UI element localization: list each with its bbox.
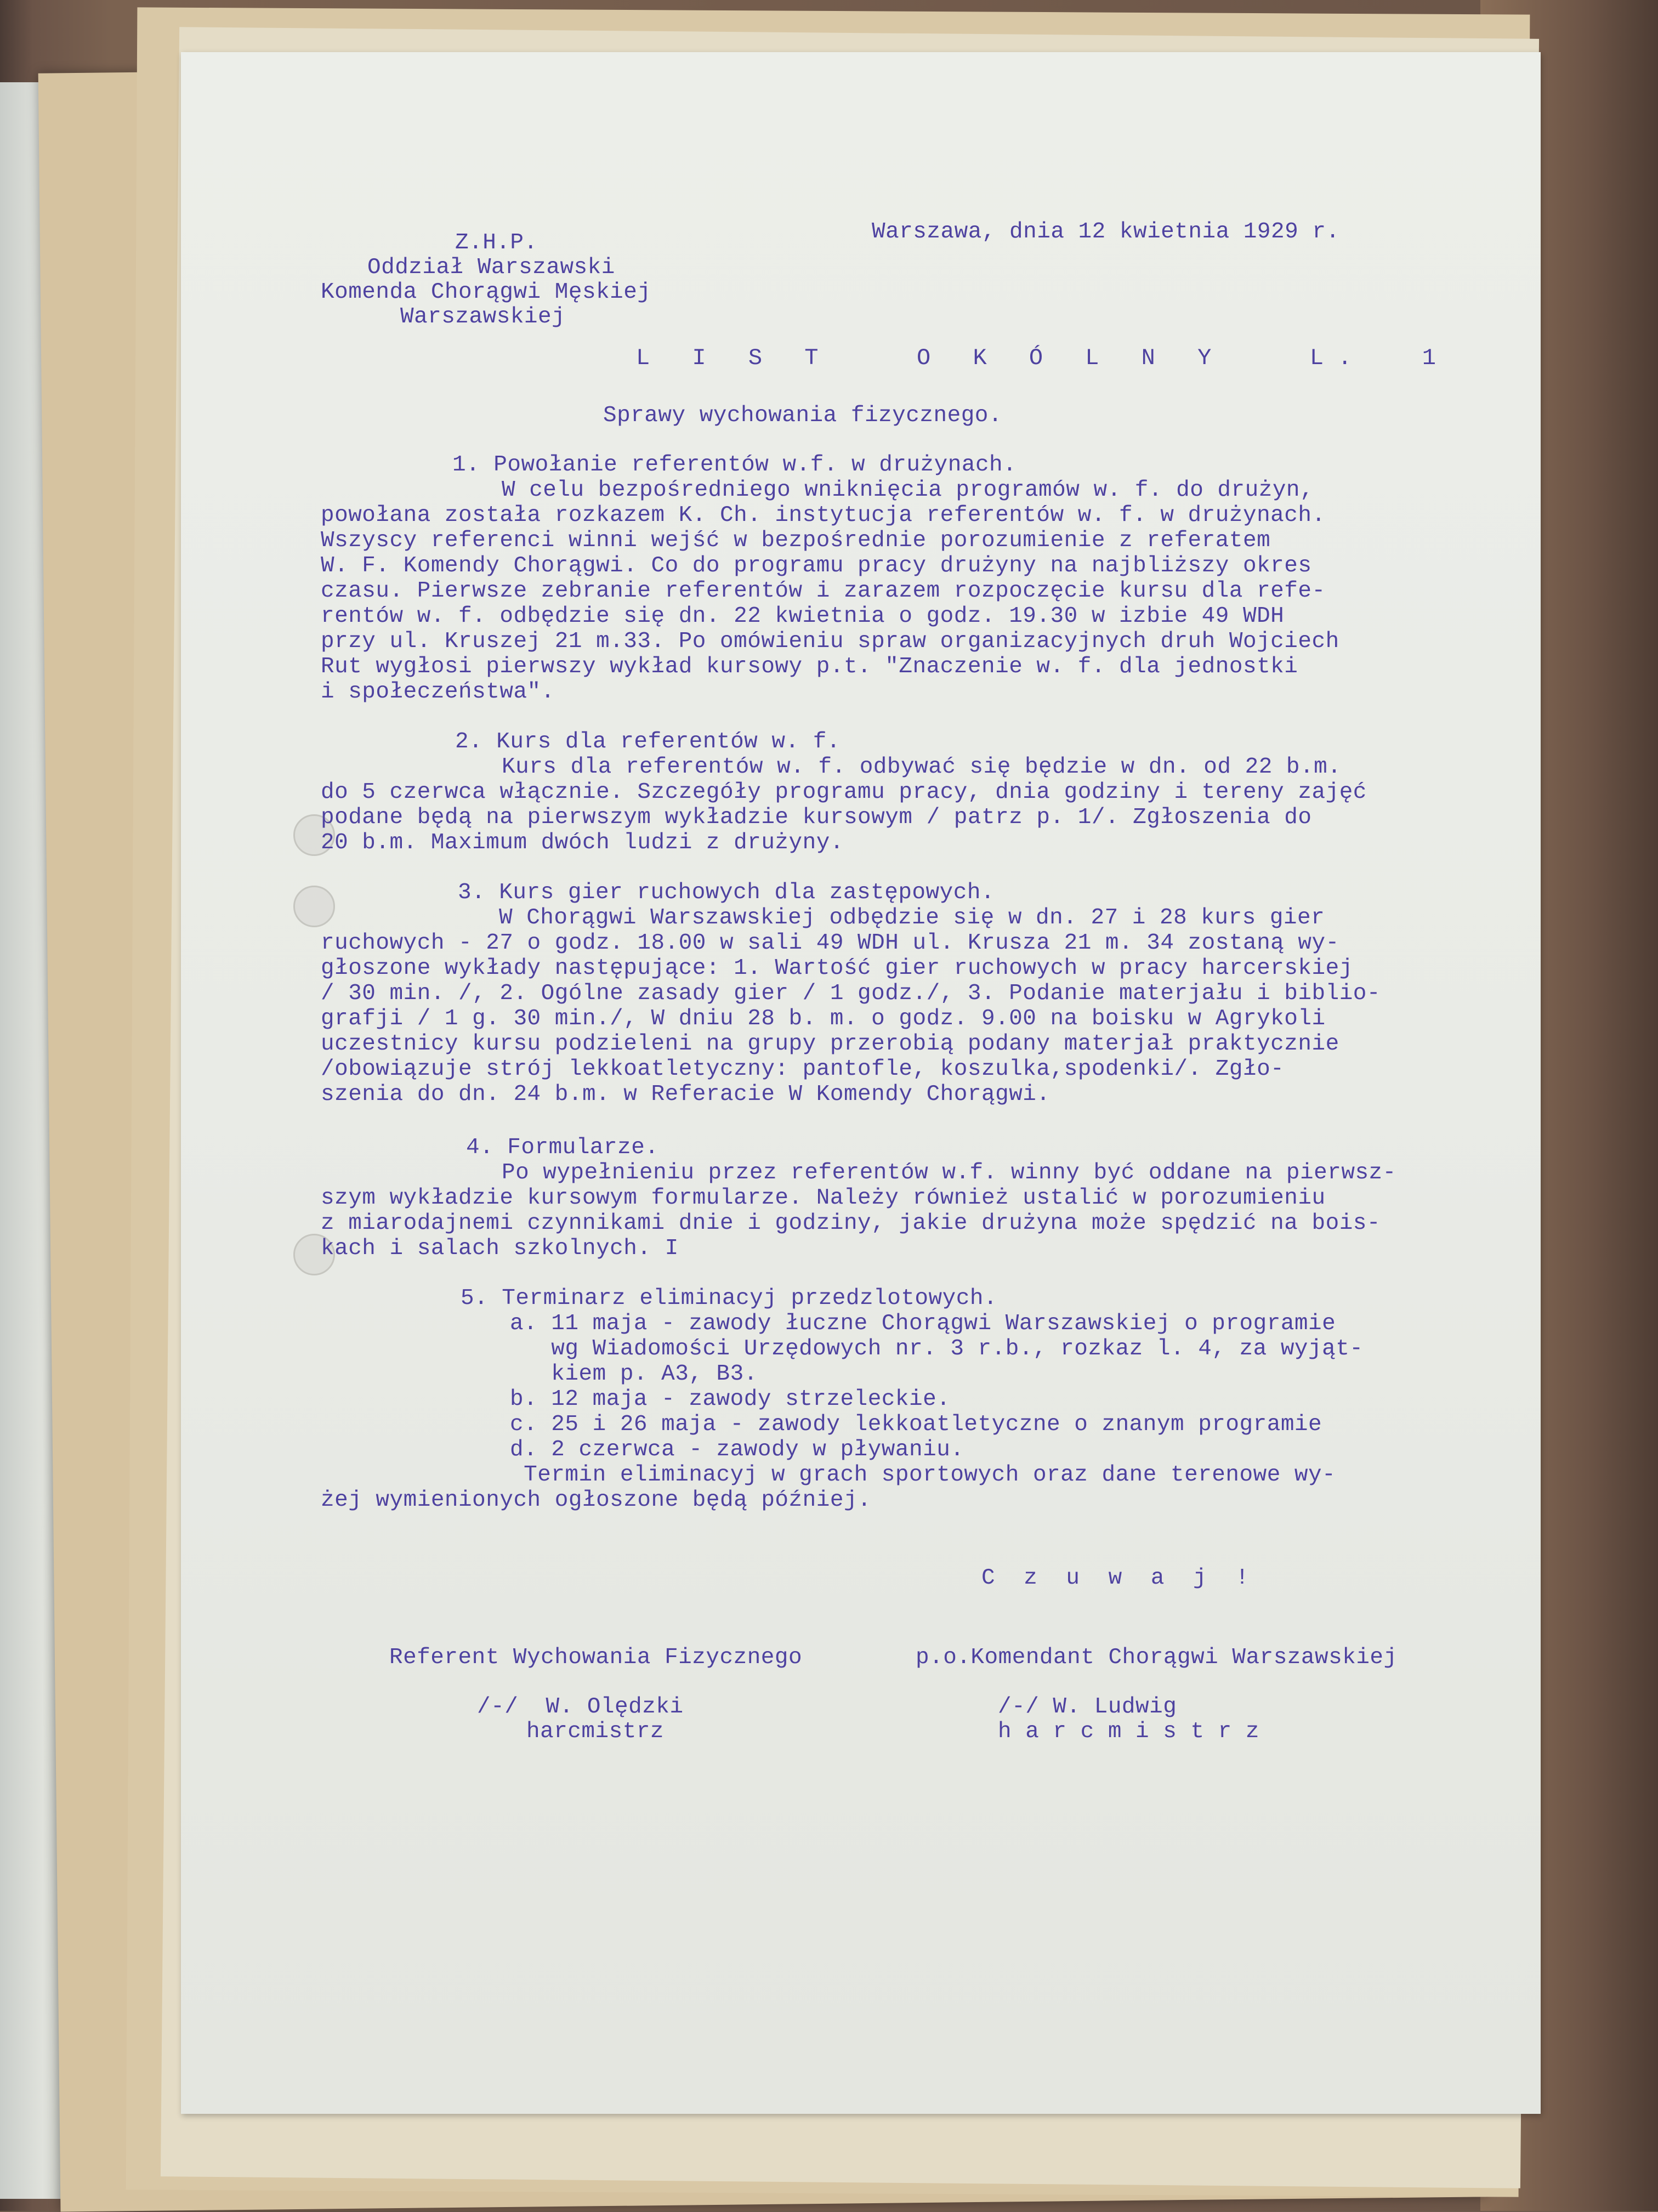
section-1-heading: 1. Powołanie referentów w.f. w drużynach. <box>452 452 1017 478</box>
section-5-line: a. 11 maja - zawody łuczne Chorągwi Warszawskiej o programie <box>510 1311 1336 1336</box>
section-4-line: szym wykładzie kursowym formularze. Należy również ustalić w porozumieniu <box>321 1186 1326 1211</box>
document-title: L I S T O K Ó L N Y L. 1 <box>636 345 1450 371</box>
header-city: Warszawskiej <box>400 304 566 330</box>
section-1-line: i społeczeństwa". <box>321 679 555 705</box>
section-3-line: /obowiązuje strój lekkoatletyczny: pantofle, koszulka,spodenki/. Zgło- <box>321 1057 1285 1082</box>
section-5-line: b. 12 maja - zawody strzeleckie. <box>510 1387 951 1412</box>
section-4-line: Po wypełnieniu przez referentów w.f. winny być oddane na pierwsz- <box>502 1160 1396 1186</box>
section-1-line: W. F. Komendy Chorągwi. Co do programu pracy drużyny na najbliższy okres <box>321 553 1312 578</box>
section-5-line: c. 25 i 26 maja - zawody lekkoatletyczne o znanym programie <box>510 1412 1322 1437</box>
header-branch: Oddział Warszawski <box>367 255 615 280</box>
section-5-line: kiem p. A3, B3. <box>510 1362 758 1387</box>
typed-letter-page <box>181 52 1541 2114</box>
document-subtitle: Sprawy wychowania fizycznego. <box>603 403 1003 428</box>
section-1-line: czasu. Pierwsze zebranie referentów i zarazem rozpoczęcie kursu dla refe- <box>321 578 1326 604</box>
section-5-last-line: żej wymienionych ogłoszone będą później. <box>321 1488 872 1513</box>
closing-greeting: C z u w a j ! <box>981 1566 1257 1591</box>
section-2-line: Kurs dla referentów w. f. odbywać się będzie w dn. od 22 b.m. <box>502 755 1342 780</box>
section-2-heading: 2. Kurs dla referentów w. f. <box>455 729 841 755</box>
header-date: Warszawa, dnia 12 kwietnia 1929 r. <box>872 219 1340 245</box>
section-3-line: / 30 min. /, 2. Ogólne zasady gier / 1 godz./, 3. Podanie materjału i biblio- <box>321 981 1381 1006</box>
punch-hole <box>293 886 335 927</box>
section-3-line: uczestnicy kursu podzieleni na grupy przerobią podany materjał praktycznie <box>321 1031 1339 1057</box>
section-3-heading: 3. Kurs gier ruchowych dla zastępowych. <box>458 880 995 905</box>
section-5-heading: 5. Terminarz eliminacyj przedzlotowych. <box>461 1286 998 1311</box>
section-5-line: Termin eliminacyj w grach sportowych oraz dane terenowe wy- <box>510 1462 1336 1488</box>
section-3-line: ruchowych - 27 o godz. 18.00 w sali 49 WDH ul. Krusza 21 m. 34 zostaną wy- <box>321 931 1339 956</box>
header-org: Z.H.P. <box>455 230 538 256</box>
signature-right-rank: h a r c m i s t r z <box>998 1719 1259 1744</box>
section-3-line: szenia do dn. 24 b.m. w Referacie W Komendy Chorągwi. <box>321 1082 1051 1107</box>
section-5-line: d. 2 czerwca - zawody w pływaniu. <box>510 1437 964 1462</box>
section-1-line: przy ul. Kruszej 21 m.33. Po omówieniu spraw organizacyjnych druh Wojciech <box>321 629 1339 654</box>
section-2-line: 20 b.m. Maximum dwóch ludzi z drużyny. <box>321 830 844 855</box>
section-4-line: z miarodajnemi czynnikami dnie i godziny, jakie drużyna może spędzić na bois- <box>321 1211 1381 1236</box>
section-1-line: Rut wygłosi pierwszy wykład kursowy p.t. "Znaczenie w. f. dla jednostki <box>321 654 1298 679</box>
signature-right-name: /-/ W. Ludwig <box>998 1694 1177 1720</box>
section-4-line: kach i salach szkolnych. I <box>321 1236 679 1261</box>
header-command: Komenda Chorągwi Męskiej <box>321 280 651 305</box>
section-1-line: powołana została rozkazem K. Ch. instytucja referentów w. f. w drużynach. <box>321 503 1326 528</box>
signature-right-role: p.o.Komendant Chorągwi Warszawskiej <box>916 1645 1398 1670</box>
section-5-line: wg Wiadomości Urzędowych nr. 3 r.b., rozkaz l. 4, za wyjąt- <box>510 1336 1364 1362</box>
section-2-line: do 5 czerwca włącznie. Szczegóły programu pracy, dnia godziny i tereny zajęć <box>321 780 1367 805</box>
section-2-line: podane będą na pierwszym wykładzie kursowym / patrz p. 1/. Zgłoszenia do <box>321 805 1312 830</box>
signature-left-rank: harcmistrz <box>526 1719 665 1744</box>
section-1-line: Wszyscy referenci winni wejść w bezpośrednie porozumienie z referatem <box>321 528 1271 553</box>
section-1-line: W celu bezpośredniego wniknięcia programów w. f. do drużyn, <box>502 478 1314 503</box>
section-4-heading: 4. Formularze. <box>466 1135 659 1160</box>
section-3-line: W Chorągwi Warszawskiej odbędzie się w dn. 27 i 28 kurs gier <box>499 905 1325 931</box>
section-3-line: grafji / 1 g. 30 min./, W dniu 28 b. m. o godz. 9.00 na boisku w Agrykoli <box>321 1006 1326 1031</box>
section-3-line: głoszone wykłady następujące: 1. Wartość gier ruchowych w pracy harcerskiej <box>321 956 1353 981</box>
section-1-line: rentów w. f. odbędzie się dn. 22 kwietnia o godz. 19.30 w izbie 49 WDH <box>321 604 1285 629</box>
signature-left-name: /-/ W. Olędzki <box>477 1694 684 1720</box>
signature-left-role: Referent Wychowania Fizycznego <box>389 1645 803 1670</box>
